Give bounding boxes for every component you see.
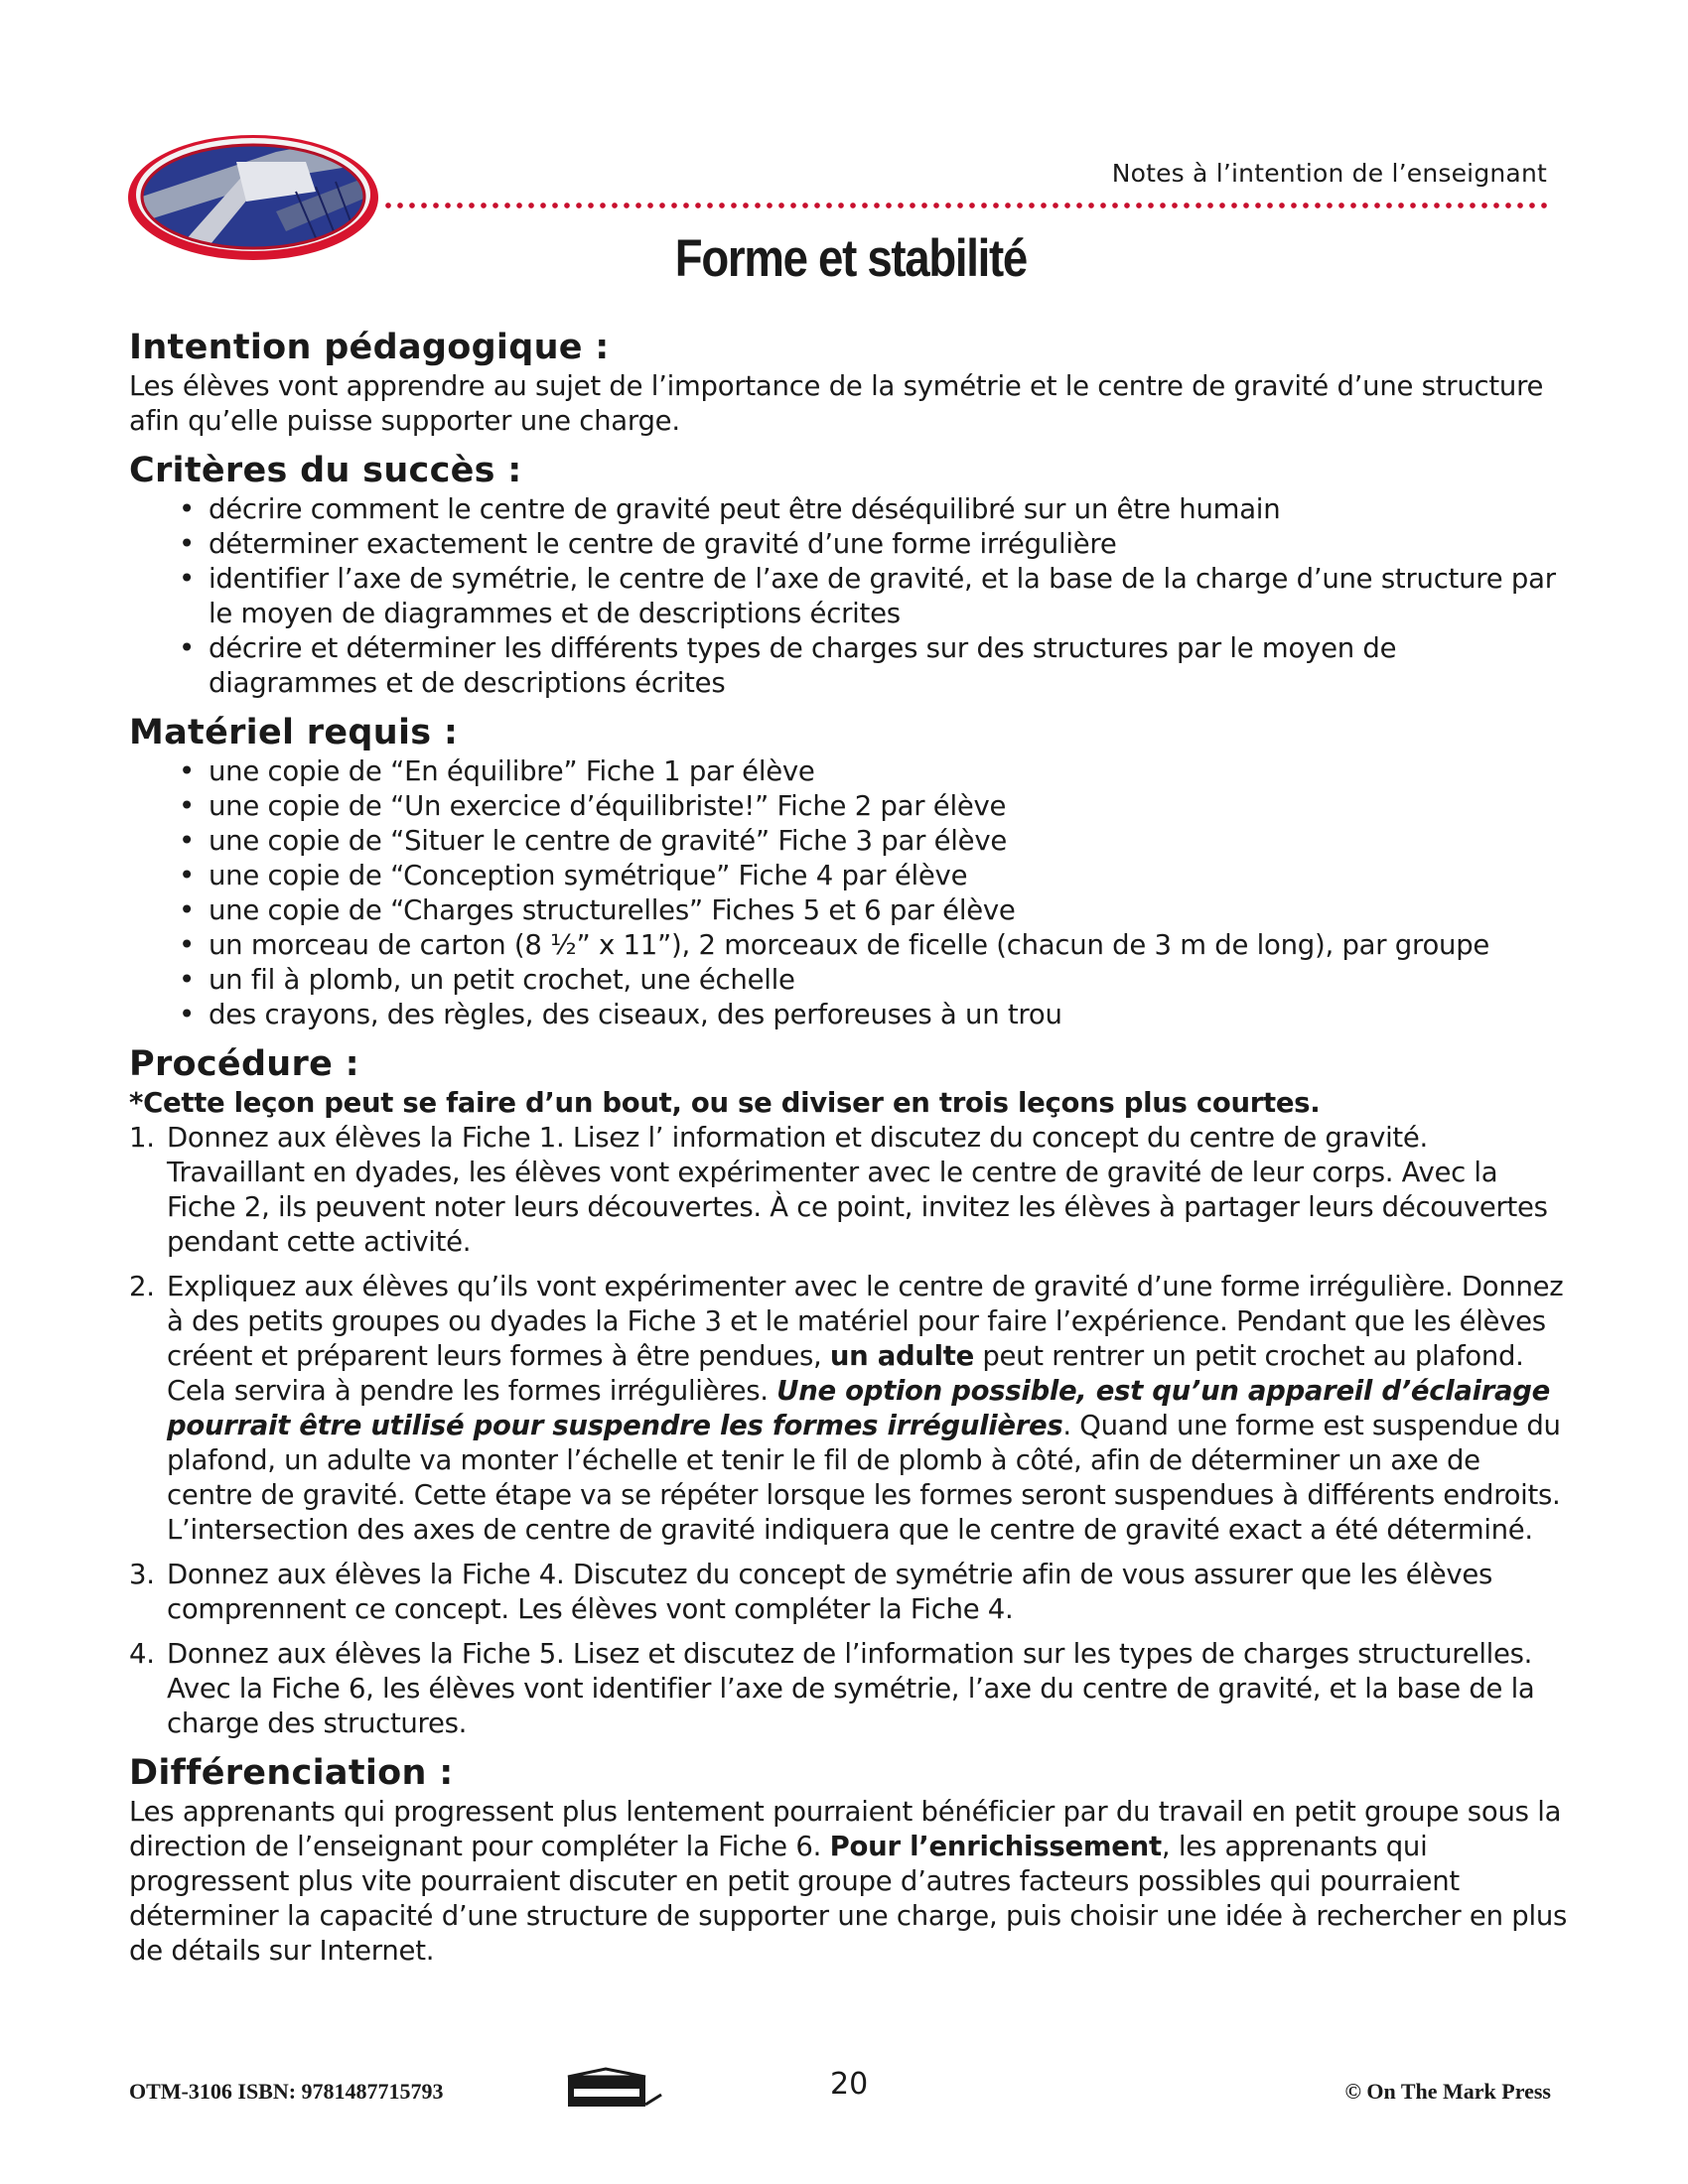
list-item: • une copie de “Charges structurelles” Fiches 5 et 6 par élève [179, 893, 1569, 928]
section-heading: Différenciation : [129, 1753, 454, 1793]
step-text: . Quand une forme est suspendue du plafond, un adulte va monter l’échelle et tenir le fil de plomb à côté, afin de déterminer un axe de centre de gravité. Cette étape va se répéter lorsque les formes seront suspendues à différents endroits. L’intersection des axes de centre de gravité indiquera que le centre de gravité exact a été déterminé. [167, 1410, 1561, 1546]
page-footer [129, 2067, 1551, 2107]
step-number: 4. [129, 1638, 155, 1670]
footer-isbn: OTM-3106 ISBN: 9781487715793 [129, 2079, 444, 2104]
list-item: • déterminer exactement le centre de gravité d’une forme irrégulière [179, 527, 1569, 562]
main-content [129, 326, 1569, 1969]
diff-bold-text: Pour l’enrichissement [829, 1831, 1162, 1862]
step-bold-text: un adulte [829, 1340, 974, 1372]
page-number: 20 [830, 2067, 869, 2102]
header-note: Notes à l’intention de l’enseignant [1111, 159, 1547, 188]
list-item: • un fil à plomb, un petit crochet, une échelle [179, 963, 1569, 998]
section-heading: Matériel requis : [129, 713, 459, 752]
step-item [129, 1121, 1569, 1260]
page-title: Forme et stabilité [674, 229, 1027, 288]
photocopier-icon [566, 2067, 663, 2113]
list-item: • décrire et déterminer les différents types de charges sur des structures par le moyen de diagrammes et de descriptions écrites [179, 631, 1569, 701]
section-text: Les élèves vont apprendre au sujet de l’importance de la symétrie et le centre de gravité d’une structure afin qu’elle puisse supporter une charge. [129, 370, 1544, 437]
list-item: • une copie de “Conception symétrique” Fiche 4 par élève [179, 859, 1569, 893]
list-item: • une copie de “Situer le centre de gravité” Fiche 3 par élève [179, 824, 1569, 859]
step-number: 2. [129, 1271, 155, 1302]
step-item [129, 1637, 1569, 1741]
step-number: 3. [129, 1559, 155, 1590]
list-item: • décrire comment le centre de gravité peut être déséquilibré sur un être humain [179, 492, 1569, 527]
step-emphasis-text: Une option possible, est qu’un appareil d’éclairage pourrait être utilisé pour suspendre les formes irrégulières [167, 1375, 1550, 1441]
section-intention [129, 326, 1569, 439]
procedure-steps [129, 1121, 1569, 1741]
section-materiel [129, 711, 1569, 1032]
dotted-divider [382, 203, 1549, 208]
criteria-list [129, 492, 1569, 701]
list-item: • une copie de “Un exercice d’équilibriste!” Fiche 2 par élève [179, 789, 1569, 824]
materials-list [129, 754, 1569, 1032]
list-item: • une copie de “En équilibre” Fiche 1 par élève [179, 754, 1569, 789]
section-text [129, 1795, 1569, 1969]
procedure-note: *Cette leçon peut se faire d’un bout, ou se diviser en trois leçons plus courtes. [129, 1087, 1321, 1119]
step-item [129, 1270, 1569, 1548]
section-heading: Critères du succès : [129, 451, 522, 490]
step-text: Expliquez aux élèves qu’ils vont expérimenter avec le centre de gravité d’une forme irrégulière. Donnez à des petits groupes ou dyades la Fiche 3 et le matériel pour faire l’expérience. Pendant que les élèves créent et préparent leurs formes à être pendues, [167, 1271, 1564, 1372]
section-heading: Intention pédagogique : [129, 328, 610, 367]
section-procedure [129, 1042, 1569, 1741]
list-item: • des crayons, des règles, des ciseaux, des perforeuses à un trou [179, 998, 1569, 1032]
footer-copyright: © On The Mark Press [1344, 2079, 1551, 2104]
step-text: Donnez aux élèves la Fiche 4. Discutez du concept de symétrie afin de vous assurer que les élèves comprennent ce concept. Les élèves vont compléter la Fiche 4. [167, 1559, 1493, 1625]
list-item: • identifier l’axe de symétrie, le centre de l’axe de gravité, et la base de la charge d’une structure par le moyen de diagrammes et de descriptions écrites [179, 562, 1569, 631]
step-item [129, 1558, 1569, 1627]
step-text: peut rentrer un petit crochet au plafond. Cela servira à pendre les formes irrégulières. [167, 1340, 1524, 1407]
section-differenciation [129, 1751, 1569, 1969]
list-item: • un morceau de carton (8 ½” x 11”), 2 morceaux de ficelle (chacun de 3 m de long), par groupe [179, 928, 1569, 963]
step-text: Donnez aux élèves la Fiche 5. Lisez et discutez de l’information sur les types de charges structurelles. Avec la Fiche 6, les élèves vont identifier l’axe de symétrie, l’axe du centre de gravité, et la base de la charge des structures. [167, 1638, 1535, 1739]
section-criteres [129, 449, 1569, 701]
diff-text: , les apprenants qui progressent plus vite pourraient discuter en petit groupe d’autres facteurs possibles qui pourraient déterminer la capacité d’une structure de supporter une charge, puis choisir une idée à rechercher en plus de détails sur Internet. [129, 1831, 1568, 1967]
diff-text: Les apprenants qui progressent plus lentement pourraient bénéficier par du travail en petit groupe sous la direction de l’enseignant pour compléter la Fiche 6. [129, 1796, 1562, 1862]
step-number: 1. [129, 1122, 155, 1154]
section-heading: Procédure : [129, 1044, 359, 1084]
step-text: Donnez aux élèves la Fiche 1. Lisez l’ information et discutez du concept du centre de gravité. Travaillant en dyades, les élèves vont expérimenter avec le centre de gravité de leur corps. Avec la Fiche 2, ils peuvent noter leurs découvertes. À ce point, invitez les élèves à partager leurs découvertes pendant cette activité. [167, 1122, 1548, 1258]
